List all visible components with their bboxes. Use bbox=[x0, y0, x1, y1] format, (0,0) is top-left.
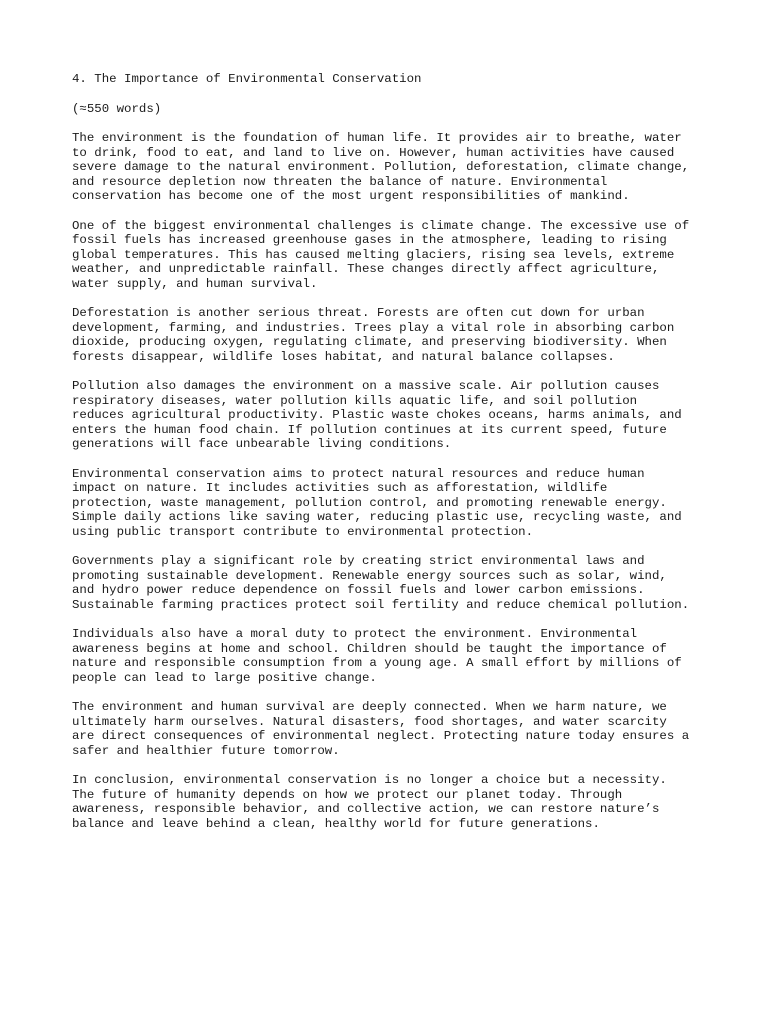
paragraph bbox=[72, 306, 712, 364]
paragraph-line: using public transport contribute to environmental protection. bbox=[72, 524, 534, 539]
paragraph-line: impact on nature. It includes activities such as afforestation, wildlife bbox=[72, 481, 608, 495]
paragraph-line: weather, and unpredictable rainfall. These changes directly affect agriculture, bbox=[72, 262, 660, 276]
paragraph-line: protection, waste management, pollution control, and promoting renewable energy. bbox=[72, 495, 667, 510]
paragraph-line: generations will face unbearable living conditions. bbox=[72, 437, 452, 451]
paragraph bbox=[72, 627, 712, 685]
paragraph-line: development, farming, and industries. Trees play a vital role in absorbing carbon bbox=[72, 320, 675, 335]
paragraph-line: Deforestation is another serious threat. Forests are often cut down for urban bbox=[72, 306, 645, 320]
paragraph bbox=[72, 379, 712, 452]
paragraph-line: severe damage to the natural environment. Pollution, deforestation, climate change, bbox=[72, 160, 690, 174]
paragraph-line: and hydro power reduce dependence on fossil fuels and lower carbon emissions. bbox=[72, 583, 645, 597]
paragraph-line: awareness begins at home and school. Children should be taught the importance of bbox=[72, 641, 667, 656]
paragraph-line: to drink, food to eat, and land to live on. However, human activities have caused bbox=[72, 145, 675, 160]
paragraph bbox=[72, 773, 712, 831]
paragraph-line: safer and healthier future tomorrow. bbox=[72, 743, 340, 758]
paragraph-line: balance and leave behind a clean, healthy world for future generations. bbox=[72, 816, 600, 831]
paragraph-line: water supply, and human survival. bbox=[72, 276, 318, 291]
paragraph-line: Environmental conservation aims to protect natural resources and reduce human bbox=[72, 466, 645, 481]
paragraph bbox=[72, 219, 712, 292]
paragraph-line: awareness, responsible behavior, and collective action, we can restore nature’s bbox=[72, 802, 660, 816]
paragraph-line: Simple daily actions like saving water, reducing plastic use, recycling waste, and bbox=[72, 510, 682, 524]
paragraph-line: forests disappear, wildlife loses habitat, and natural balance collapses. bbox=[72, 349, 615, 364]
paragraph-line: nature and responsible consumption from a young age. A small effort by millions of bbox=[72, 656, 682, 670]
paragraph-line: fossil fuels has increased greenhouse gases in the atmosphere, leading to rising bbox=[72, 233, 667, 247]
paragraph-line: ultimately harm ourselves. Natural disasters, food shortages, and water scarcity bbox=[72, 714, 667, 729]
paragraph bbox=[72, 467, 712, 540]
word-count bbox=[72, 102, 712, 117]
paragraph-line: global temperatures. This has caused melting glaciers, rising sea levels, extreme bbox=[72, 247, 675, 262]
paragraph-line: The future of humanity depends on how we protect our planet today. Through bbox=[72, 787, 623, 802]
paragraph-line: reduces agricultural productivity. Plastic waste chokes oceans, harms animals, and bbox=[72, 408, 682, 422]
paragraph-line: The environment and human survival are deeply connected. When we harm nature, we bbox=[72, 700, 667, 714]
heading-text: 4. The Importance of Environmental Conservation bbox=[72, 72, 422, 86]
paragraph-line: people can lead to large positive change. bbox=[72, 670, 377, 685]
essay-heading bbox=[72, 72, 712, 87]
paragraph-line: One of the biggest environmental challenges is climate change. The excessive use of bbox=[72, 218, 690, 233]
paragraph-line: The environment is the foundation of human life. It provides air to breathe, water bbox=[72, 131, 682, 145]
document-page bbox=[72, 72, 712, 846]
paragraph-line: conservation has become one of the most urgent responsibilities of mankind. bbox=[72, 189, 630, 203]
essay-body bbox=[72, 131, 712, 831]
paragraph-line: promoting sustainable development. Renewable energy sources such as solar, wind, bbox=[72, 568, 667, 583]
paragraph-line: Governments play a significant role by creating strict environmental laws and bbox=[72, 554, 645, 568]
paragraph-line: dioxide, producing oxygen, regulating climate, and preserving biodiversity. When bbox=[72, 335, 667, 349]
paragraph-line: Sustainable farming practices protect soil fertility and reduce chemical pollution. bbox=[72, 597, 690, 612]
paragraph-line: respiratory diseases, water pollution kills aquatic life, and soil pollution bbox=[72, 393, 638, 408]
paragraph-line: Pollution also damages the environment on a massive scale. Air pollution causes bbox=[72, 379, 660, 393]
paragraph-line: and resource depletion now threaten the balance of nature. Environmental bbox=[72, 174, 608, 189]
paragraph-line: Individuals also have a moral duty to protect the environment. Environmental bbox=[72, 627, 638, 641]
paragraph bbox=[72, 554, 712, 612]
paragraph bbox=[72, 131, 712, 204]
paragraph-line: enters the human food chain. If pollution continues at its current speed, future bbox=[72, 422, 667, 437]
paragraph-line: are direct consequences of environmental neglect. Protecting nature today ensures a bbox=[72, 729, 690, 743]
paragraph-line: In conclusion, environmental conservation is no longer a choice but a necessity. bbox=[72, 773, 667, 787]
word-count-text: (≈550 words) bbox=[72, 101, 162, 116]
paragraph bbox=[72, 700, 712, 758]
